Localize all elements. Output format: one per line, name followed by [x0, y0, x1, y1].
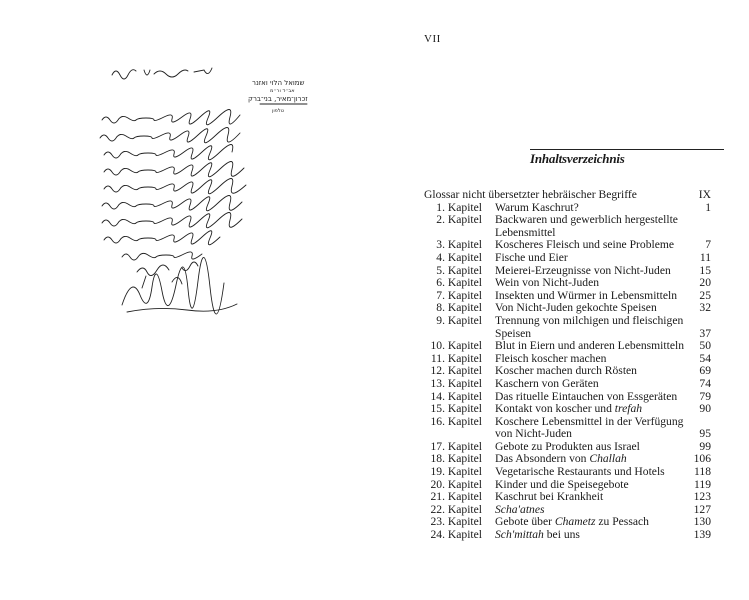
- toc-chapter-title: Kinder und die Speisegebote: [495, 477, 629, 491]
- toc-chapter-label: 24. Kapitel: [430, 528, 482, 542]
- toc-chapter-label: 17. Kapitel: [430, 439, 482, 453]
- toc-chapter-title: Wein von Nicht-Juden: [495, 276, 600, 290]
- toc-chapter-label: 22. Kapitel: [430, 502, 482, 516]
- toc-chapter-label: 23. Kapitel: [430, 515, 482, 529]
- toc-entry: [424, 315, 711, 340]
- toc-page-number: 130: [693, 515, 711, 529]
- page-number: VII: [424, 33, 441, 45]
- table-of-contents: [424, 189, 711, 542]
- toc-chapter-title: Kaschrut bei Krankheit: [495, 490, 604, 504]
- toc-page-number: 90: [699, 402, 711, 416]
- toc-chapter-title: Das rituelle Eintauchen von Essgeräten: [495, 389, 678, 403]
- toc-page-number: 79: [699, 389, 711, 403]
- toc-entry: [424, 491, 711, 504]
- toc-page-number: 127: [693, 502, 711, 516]
- toc-chapter-title: Das Absondern von Challah: [495, 452, 627, 466]
- toc-chapter-label: 6. Kapitel: [436, 276, 482, 290]
- toc-chapter-title: Blut in Eiern und anderen Lebensmitteln: [495, 339, 684, 353]
- toc-page-number: 50: [699, 339, 711, 353]
- toc-chapter-title: Scha'atnes: [495, 502, 545, 516]
- toc-entry: [424, 529, 711, 542]
- toc-entry: [424, 416, 711, 441]
- toc-chapter-label: 16. Kapitel: [430, 414, 482, 428]
- toc-chapter-label: 18. Kapitel: [430, 452, 482, 466]
- toc-page-number: 74: [699, 376, 711, 390]
- toc-chapter-title: Sch'mittah bei uns: [495, 528, 580, 542]
- toc-page-number: 99: [699, 439, 711, 453]
- toc-chapter-label: 2. Kapitel: [436, 213, 482, 227]
- toc-chapter-label: 20. Kapitel: [430, 477, 482, 491]
- left-page: [0, 0, 374, 600]
- toc-chapter-title: Von Nicht-Juden gekochte Speisen: [495, 301, 657, 315]
- toc-page-number: 139: [693, 528, 711, 542]
- toc-chapter-title: Koscher machen durch Rösten: [495, 364, 637, 378]
- toc-chapter-label: 10. Kapitel: [430, 339, 482, 353]
- toc-page-number: 15: [699, 263, 711, 277]
- toc-chapter-label: 1. Kapitel: [436, 200, 482, 214]
- toc-chapter-label: 9. Kapitel: [436, 313, 482, 327]
- svg-text:טלפון: טלפון: [272, 108, 284, 114]
- toc-chapter-title: Kontakt von koscher und trefah: [495, 402, 643, 416]
- toc-page-number: 95: [699, 427, 711, 441]
- toc-chapter-label: 19. Kapitel: [430, 465, 482, 479]
- toc-page-number: 69: [699, 364, 711, 378]
- toc-chapter-title: Koscheres Fleisch und seine Probleme: [495, 238, 675, 252]
- toc-chapter-label: 8. Kapitel: [436, 301, 482, 315]
- toc-chapter-title: Gebote zu Produkten aus Israel: [495, 439, 640, 453]
- toc-chapter-label: 4. Kapitel: [436, 250, 482, 264]
- toc-page-number: 25: [699, 288, 711, 302]
- toc-chapter-label: 15. Kapitel: [430, 402, 482, 416]
- toc-chapter-label: 21. Kapitel: [430, 490, 482, 504]
- toc-chapter-title: Backwaren und gewerblich hergestellte Lebensmittel: [495, 213, 678, 239]
- toc-page-number: 1: [705, 200, 711, 214]
- toc-page-number: 106: [693, 452, 711, 466]
- toc-chapter-label: 11. Kapitel: [430, 351, 482, 365]
- toc-glossary-label: Glossar nicht übersetzter hebräischer Begriffe: [424, 188, 637, 201]
- toc-page-number: 119: [694, 477, 711, 491]
- toc-chapter-title: Koschere Lebensmittel in der Verfügung von Nicht-Juden: [495, 414, 684, 441]
- toc-chapter-title: Fische und Eier: [495, 250, 568, 264]
- toc-page-number: 32: [699, 301, 711, 315]
- svg-text:שמואל הלוי ואזנר: שמואל הלוי ואזנר: [252, 79, 305, 87]
- toc-chapter-title: Gebote über Chametz zu Pessach: [495, 515, 649, 529]
- toc-chapter-label: 7. Kapitel: [436, 288, 482, 302]
- toc-chapter-title: Trennung von milchigen und fleischigen Speisen: [495, 313, 684, 340]
- toc-chapter-label: 3. Kapitel: [436, 238, 482, 252]
- toc-chapter-label: 14. Kapitel: [430, 389, 482, 403]
- toc-chapter-title: Fleisch koscher machen: [495, 351, 607, 365]
- toc-chapter-title: Meierei-Erzeugnisse von Nicht-Juden: [495, 263, 671, 277]
- handwritten-hebrew-letter: [82, 50, 322, 320]
- toc-page-number: 7: [705, 238, 711, 252]
- toc-page-number: 54: [699, 351, 711, 365]
- toc-chapter-title: Kaschern von Geräten: [495, 376, 599, 390]
- toc-chapter-title: Vegetarische Restaurants und Hotels: [495, 465, 665, 479]
- svg-text:זכרון־מאיר, בני־ברק: זכרון־מאיר, בני־ברק: [248, 95, 308, 103]
- toc-page-number: 118: [694, 465, 711, 479]
- toc-entry: [424, 214, 711, 239]
- svg-text:אב״ד ור״מ: אב״ד ור״מ: [270, 88, 295, 94]
- toc-chapter-title: Warum Kaschrut?: [495, 200, 579, 214]
- toc-page-number: 20: [699, 276, 711, 290]
- toc-entries: [424, 202, 711, 542]
- toc-chapter-label: 13. Kapitel: [430, 376, 482, 390]
- toc-glossary-page: IX: [698, 188, 711, 201]
- toc-chapter-label: 12. Kapitel: [430, 364, 482, 378]
- toc-chapter-label: 5. Kapitel: [436, 263, 482, 277]
- toc-chapter-title: Insekten und Würmer in Lebensmitteln: [495, 288, 678, 302]
- toc-page-number: 123: [693, 490, 711, 504]
- toc-page-number: 11: [699, 250, 711, 264]
- toc-heading: Inhaltsverzeichnis: [530, 149, 724, 167]
- toc-page-number: 37: [699, 326, 711, 340]
